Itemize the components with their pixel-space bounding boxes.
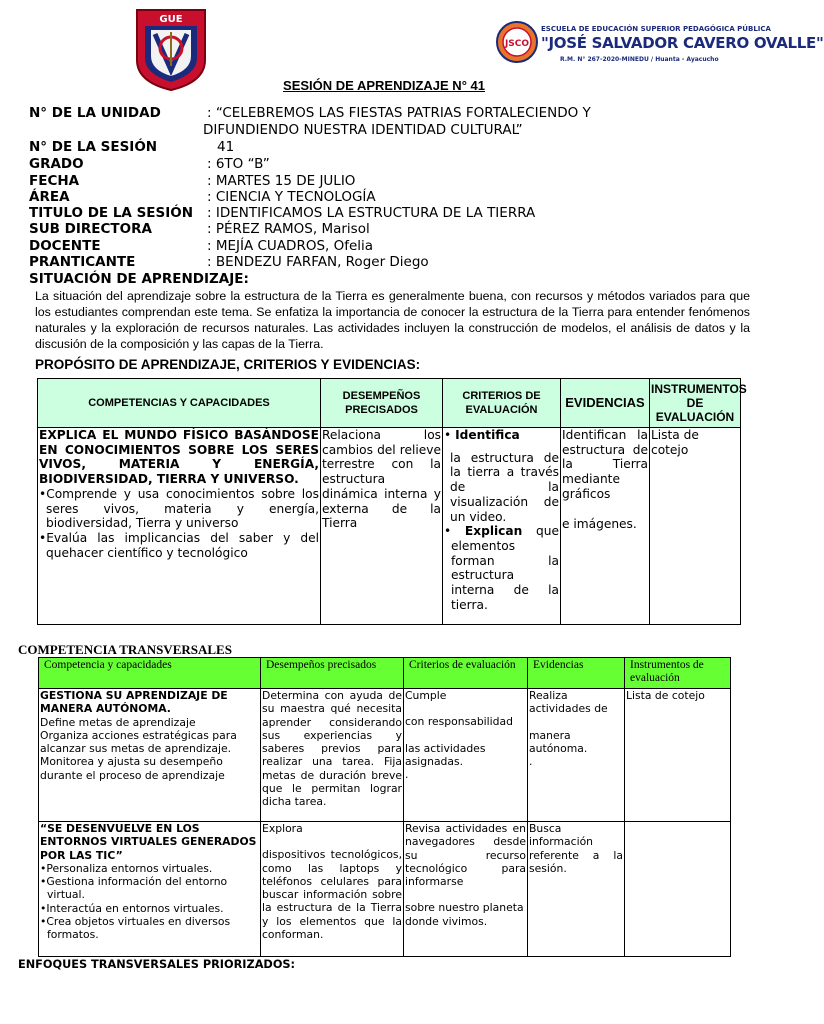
instrument-cell: Lista de cotejo bbox=[650, 428, 741, 625]
evidence-text: Identifican la estructura de la Tierra mediante gráficos bbox=[562, 428, 648, 501]
trans-evidence-text: Realiza actividades de bbox=[529, 689, 608, 716]
trans-competence-name: “SE DESENVUELVE EN LOS ENTORNOS VIRTUALES GENERADOS POR LAS TIC” bbox=[40, 822, 257, 862]
situation-title: SITUACIÓN DE APRENDIZAJE: bbox=[29, 271, 249, 287]
purpose-table-row bbox=[38, 428, 741, 625]
teacher-label: DOCENTE bbox=[29, 238, 101, 254]
trans-performance-cell bbox=[261, 822, 404, 957]
criteria-item: • Identifica bbox=[444, 428, 520, 442]
intern-value: : BENDEZU FARFAN, Roger Diego bbox=[207, 254, 429, 270]
competence-cell bbox=[38, 428, 321, 625]
capacity-item: •Comprende y usa conocimientos sobre los seres vivos, materia y energía, biodiversidad, Tierra y universo bbox=[39, 486, 319, 531]
trans-criteria-cell bbox=[404, 822, 528, 957]
transversal-title: COMPETENCIA TRANSVERSALES bbox=[18, 642, 232, 657]
trans-evidence-text: manera autónoma. bbox=[529, 728, 588, 755]
trans-competence-cell bbox=[39, 689, 261, 822]
criteria-item: • Explican que elementos forman la estructura interna de la tierra. bbox=[444, 524, 559, 612]
trans-capacity: •Crea objetos virtuales en diversos formatos. bbox=[40, 915, 231, 942]
purpose-table-header-row bbox=[38, 379, 741, 428]
trans-evidence-cell bbox=[528, 689, 625, 822]
institution-seal-logo bbox=[496, 16, 538, 68]
trans-capacity: Define metas de aprendizaje bbox=[40, 715, 196, 729]
header-evidence: EVIDENCIAS bbox=[561, 379, 650, 428]
school-line-1: ESCUELA DE EDUCACIÓN SUPERIOR PEDAGÓGICA PÚBLICA bbox=[541, 25, 771, 33]
unit-value: : “CELEBREMOS LAS FIESTAS PATRIAS FORTALECIENDO Y bbox=[207, 105, 591, 121]
evidence-text: e imágenes. bbox=[562, 516, 637, 531]
seal-label: JSCO bbox=[504, 39, 530, 49]
session-number-label: N° DE LA SESIÓN bbox=[29, 139, 158, 155]
area-label: ÁREA bbox=[29, 189, 70, 205]
session-number-value: 41 bbox=[217, 139, 235, 155]
school-resolution: R.M. N° 267-2020-MINEDU / Huanta - Ayacucho bbox=[560, 56, 719, 63]
trans-instrument-cell: Lista de cotejo bbox=[625, 689, 731, 822]
trans-criteria-cell bbox=[404, 689, 528, 822]
trans-performance-text: dispositivos tecnológicos, como las laptops y teléfonos celulares para buscar información sobre la estructura de la Tierra y los elementos que la conforman. bbox=[262, 848, 402, 942]
document-title: SESIÓN DE APRENDIZAJE N° 41 bbox=[283, 78, 485, 93]
teacher-value: : MEJÍA CUADROS, Ofelia bbox=[207, 238, 374, 254]
session-title-label: TITULO DE LA SESIÓN bbox=[29, 205, 194, 221]
shield-label: GUE bbox=[159, 14, 183, 25]
trans-evidence-text: . bbox=[529, 755, 533, 769]
trans-header-instrument: Instrumentos de evaluación bbox=[625, 658, 731, 689]
school-name: "JOSÉ SALVADOR CAVERO OVALLE" bbox=[541, 34, 824, 52]
date-label: FECHA bbox=[29, 173, 80, 189]
evidence-cell bbox=[561, 428, 650, 625]
capacity-item: •Evalúa las implicancias del saber y del quehacer científico y tecnológico bbox=[39, 530, 319, 560]
trans-capacity: Organiza acciones estratégicas para alcanzar sus metas de aprendizaje. bbox=[40, 728, 237, 756]
header-competencies: COMPETENCIAS Y CAPACIDADES bbox=[38, 379, 321, 428]
grade-value: : 6TO “B” bbox=[207, 156, 270, 172]
date-value: : MARTES 15 DE JULIO bbox=[207, 173, 356, 189]
document-title-row bbox=[0, 75, 768, 94]
situation-text: La situación del aprendizaje sobre la estructura de la Tierra es generalmente buena, con recursos y métodos variados para que los estudiantes comprendan este tema. Se enfatiza la importancia de conocer la estructura de la Tierra para entender fenómenos naturales y la exploración de recursos naturales. Las actividades incluyen la construcción de modelos, el análisis de datos y la discusión de la composición y las capas de la Tierra. bbox=[35, 289, 750, 351]
trans-criteria-text: sobre nuestro planeta donde vivimos. bbox=[405, 901, 524, 928]
trans-capacity: •Interactúa en entornos virtuales. bbox=[40, 901, 224, 915]
subdirector-label: SUB DIRECTORA bbox=[29, 221, 152, 237]
transversal-row bbox=[39, 822, 731, 957]
intern-label: PRANTICANTE bbox=[29, 254, 136, 270]
trans-criteria-text: las actividades asignadas. bbox=[405, 741, 486, 768]
trans-criteria-text: . bbox=[405, 768, 409, 782]
competence-name: EXPLICA EL MUNDO FÍSICO BASÁNDOSE EN CONOCIMIENTOS SOBRE LOS SERES VIVOS, MATERIA Y ENERGÍA, BIODIVERSIDAD, TIERRA Y UNIVERSO. bbox=[39, 428, 319, 487]
trans-header-criteria: Criterios de evaluación bbox=[404, 658, 528, 689]
trans-performance-cell: Determina con ayuda de su maestra qué necesita aprender considerando sus experiencias y saberes previos para realizar una tarea. Fija metas de duración breve que le permitan lograr dicha tarea. bbox=[261, 689, 404, 822]
performance-cell: Relaciona los cambios del relieve terrestre con la estructura dinámica interna y externa de la Tierra bbox=[321, 428, 443, 625]
trans-header-evidence: Evidencias bbox=[528, 658, 625, 689]
purpose-table bbox=[37, 378, 747, 625]
grade-label: GRADO bbox=[29, 156, 84, 172]
header-criteria: CRITERIOS DE EVALUACIÓN bbox=[443, 379, 561, 428]
trans-performance-text: Explora bbox=[262, 822, 303, 835]
trans-competence-cell bbox=[39, 822, 261, 957]
approaches-title: ENFOQUES TRANSVERSALES PRIORIZADOS: bbox=[18, 958, 296, 971]
purpose-title: PROPÓSITO DE APRENDIZAJE, CRITERIOS Y EVIDENCIAS: bbox=[35, 357, 421, 372]
trans-evidence-cell: Busca información referente a la sesión. bbox=[528, 822, 625, 957]
transversal-table bbox=[38, 657, 731, 957]
criteria-cell bbox=[443, 428, 561, 625]
criteria-text: la estructura de la tierra a través de la visualización de un video. bbox=[450, 450, 559, 524]
header-instruments: INSTRUMENTOS DE EVALUACIÓN bbox=[650, 379, 741, 428]
trans-capacity: Monitorea y ajusta su desempeño durante el proceso de aprendizaje bbox=[40, 755, 225, 782]
transversal-row bbox=[39, 689, 731, 822]
trans-criteria-text: con responsabilidad bbox=[405, 715, 514, 729]
trans-header-competence: Competencia y capacidades bbox=[39, 658, 261, 689]
trans-criteria-text: Revisa actividades en navegadores desde su recurso tecnológico para informarse bbox=[405, 822, 526, 889]
area-value: : CIENCIA Y TECNOLOGÍA bbox=[207, 189, 376, 205]
unit-label: N° DE LA UNIDAD bbox=[29, 105, 161, 121]
subdirector-value: : PÉREZ RAMOS, Marisol bbox=[207, 221, 370, 237]
trans-capacity: •Personaliza entornos virtuales. bbox=[40, 861, 213, 875]
unit-value-continued: DIFUNDIENDO NUESTRA IDENTIDAD CULTURAL” bbox=[203, 122, 523, 138]
trans-competence-name: GESTIONA SU APRENDIZAJE DE MANERA AUTÓNOMA. bbox=[40, 689, 228, 716]
trans-criteria-text: Cumple bbox=[405, 689, 447, 702]
trans-instrument-cell bbox=[625, 822, 731, 957]
session-title-value: : IDENTIFICAMOS LA ESTRUCTURA DE LA TIERRA bbox=[207, 205, 536, 221]
header-performances: DESEMPEÑOS PRECISADOS bbox=[321, 379, 443, 428]
transversal-header-row bbox=[39, 658, 731, 689]
trans-capacity: •Gestiona información del entorno virtual. bbox=[40, 875, 228, 902]
trans-header-performance: Desempeños precisados bbox=[261, 658, 404, 689]
